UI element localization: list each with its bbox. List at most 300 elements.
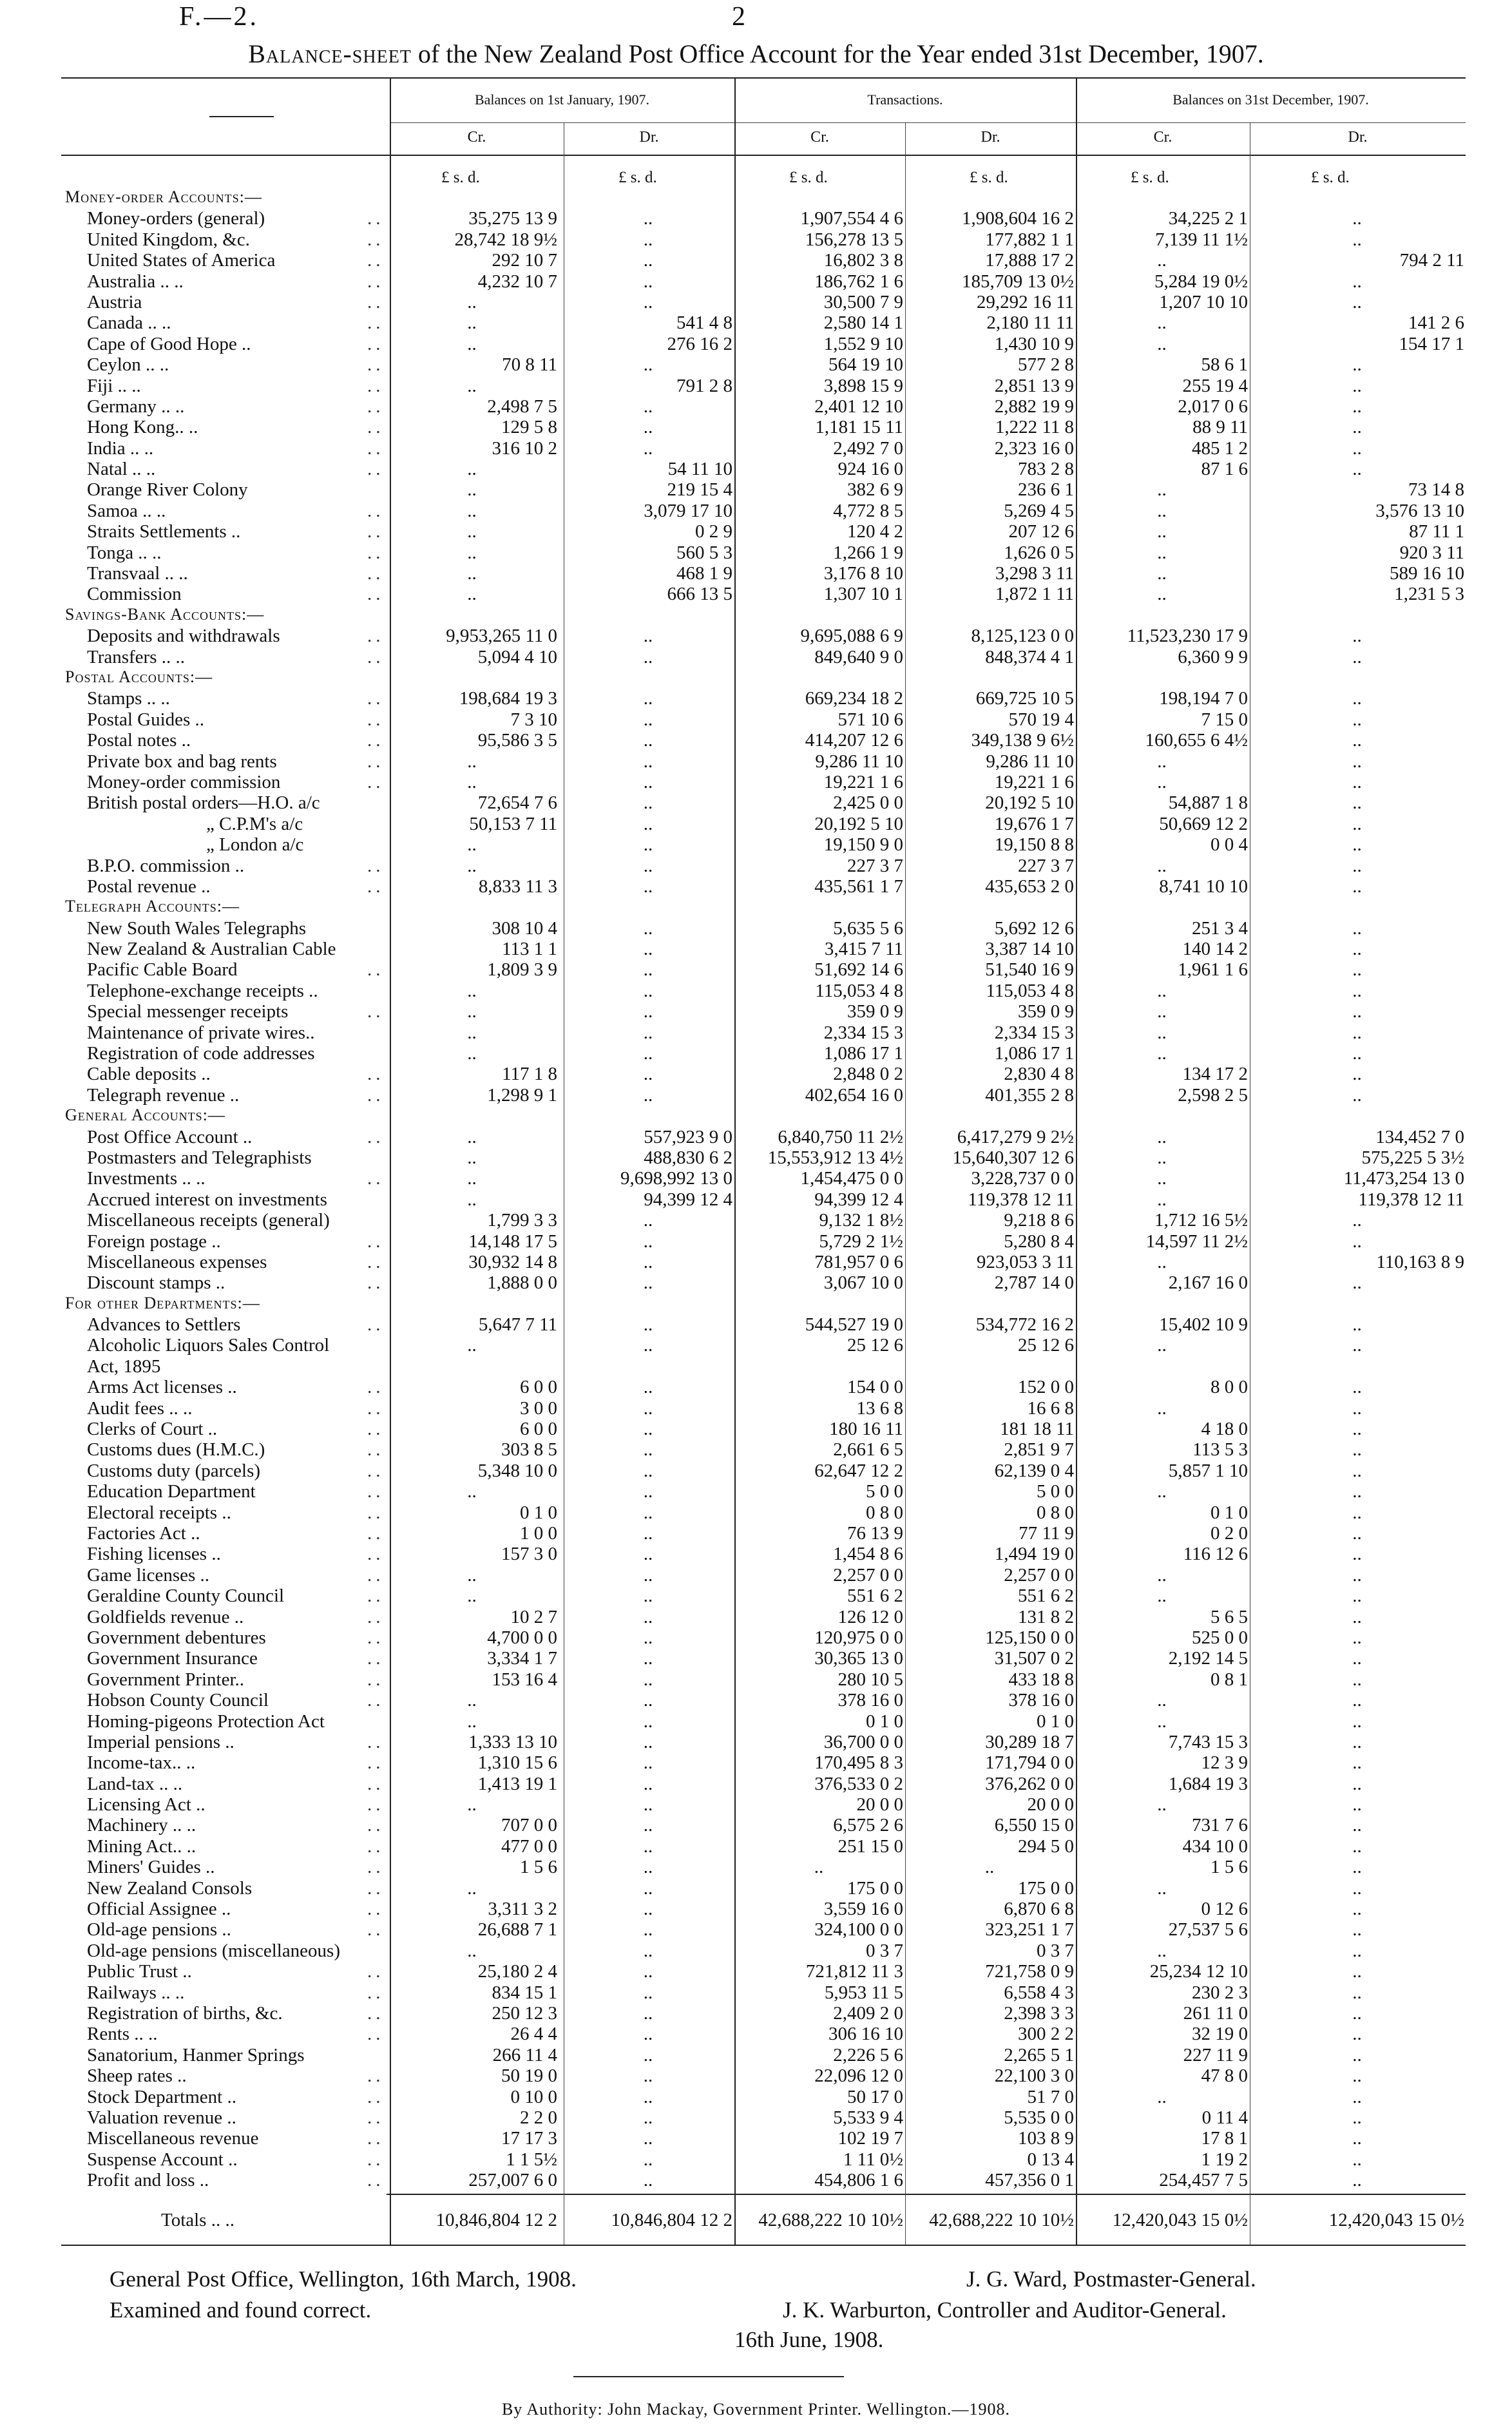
cell-c6: ..	[1352, 1084, 1362, 1106]
cell-c1: 3,334 1 7	[487, 1648, 557, 1669]
cell-c3: 6,840,750 11 2½	[778, 1126, 903, 1147]
cell-c1: 4,232 10 7	[477, 271, 557, 292]
cell-c3: 2,661 6 5	[833, 1439, 903, 1461]
row-label: Old-age pensions (miscellaneous)	[87, 1940, 341, 1961]
leader-dots: ..	[367, 751, 385, 772]
cell-c6: ..	[1352, 2024, 1362, 2045]
cell-c5: ..	[1157, 1690, 1167, 1711]
cell-c1: 292 10 7	[492, 250, 557, 271]
cell-c5: 0 12 6	[1201, 1899, 1248, 1920]
cell-c4: 2,257 0 0	[1004, 1564, 1074, 1586]
sub-cr-2: Cr.	[810, 129, 829, 146]
section-heading: Money-order Accounts:—	[65, 187, 262, 206]
leader-dots: ..	[367, 1899, 385, 1920]
cell-c5: ..	[1157, 1877, 1167, 1899]
cell-c6: ..	[1352, 1439, 1362, 1461]
cell-c1: 72,654 7 6	[477, 792, 557, 814]
cell-c2: ..	[643, 396, 653, 417]
table-row	[61, 2024, 1466, 2044]
cell-c5: 251 3 4	[1192, 917, 1248, 939]
cell-c3: 19,150 9 0	[823, 834, 903, 856]
cell-c4: 577 2 8	[1018, 354, 1074, 376]
cell-c1: 153 16 4	[492, 1669, 557, 1690]
cell-c6: ..	[1352, 1564, 1362, 1586]
cell-c1: ..	[467, 479, 477, 501]
cell-c1: 0 10 0	[510, 2086, 557, 2107]
row-label: Transvaal .. ..	[87, 563, 188, 584]
dash-rule	[209, 116, 274, 117]
cell-c6: ..	[1352, 646, 1362, 667]
cell-c4: 9,286 11 10	[986, 751, 1074, 772]
signatory-auditor: J. K. Warburton, Controller and Auditor-General.	[783, 2297, 1227, 2323]
cell-c1: ..	[467, 563, 477, 584]
totals-c6: 12,420,043 15 0½	[1328, 2210, 1464, 2230]
cell-c4: 175 0 0	[1018, 1877, 1074, 1899]
cell-c4: 2,323 16 0	[994, 437, 1074, 459]
cell-c6: 134,452 7 0	[1375, 1126, 1464, 1147]
cell-c1: ..	[467, 333, 477, 354]
cell-c1: 0 1 0	[520, 1502, 557, 1523]
cell-c5: ..	[1157, 751, 1167, 772]
cell-c4: 0 13 4	[1027, 2149, 1074, 2170]
row-label: Canada .. ..	[87, 312, 171, 334]
cell-c2: ..	[643, 1314, 653, 1336]
row-label: Transfers .. ..	[87, 646, 185, 667]
cell-c6: ..	[1352, 730, 1362, 751]
table-row	[61, 1356, 1466, 1377]
table-row	[61, 1335, 1466, 1356]
cell-c2: ..	[643, 646, 653, 667]
row-label: Fiji .. ..	[87, 375, 141, 396]
section-heading: Postal Accounts:—	[65, 667, 213, 686]
cell-c1: ..	[467, 855, 477, 876]
cell-c1: 30,932 14 8	[468, 1251, 557, 1272]
cell-c6: 589 16 10	[1390, 563, 1464, 584]
cell-c2: ..	[643, 1502, 653, 1523]
cell-c6: ..	[1352, 2044, 1362, 2065]
cell-c6: ..	[1352, 1794, 1362, 1816]
table-body	[61, 187, 1466, 2191]
cell-c3: 9,286 11 10	[815, 751, 903, 772]
leader-dots: ..	[367, 1460, 385, 1481]
cell-c2: ..	[643, 1982, 653, 2003]
leader-dots: ..	[367, 1544, 385, 1565]
cell-c5: 1,684 19 3	[1168, 1773, 1248, 1794]
cell-c1: ..	[467, 1335, 477, 1356]
cell-c4: 5,269 4 5	[1004, 500, 1074, 521]
row-label: Ceylon .. ..	[87, 354, 169, 376]
cell-c2: ..	[643, 1460, 653, 1481]
cell-c2: ..	[643, 626, 653, 647]
cell-c3: 2,580 14 1	[823, 312, 903, 334]
cell-c1: 70 8 11	[502, 354, 557, 376]
table-row	[61, 1189, 1466, 1210]
cell-c4: 1,494 19 0	[994, 1544, 1074, 1565]
cell-c1: 1,310 15 6	[477, 1752, 557, 1774]
cell-c5: ..	[1157, 1147, 1167, 1168]
imprint-rule	[573, 2376, 844, 2377]
row-label: Clerks of Court ..	[87, 1419, 218, 1440]
cell-c4: 5,280 8 4	[1004, 1231, 1074, 1252]
cell-c5: 88 9 11	[1192, 417, 1248, 438]
cell-c6: ..	[1352, 1481, 1362, 1502]
cell-c2: ..	[643, 1523, 653, 1544]
cell-c6: ..	[1352, 1523, 1362, 1544]
totals-label: Totals .. ..	[161, 2210, 234, 2230]
leader-dots: ..	[367, 500, 385, 521]
cell-c1: ..	[467, 291, 477, 312]
cell-c4: 3,387 14 10	[985, 939, 1074, 960]
leader-dots: ..	[367, 2170, 385, 2191]
cell-c5: 58 6 1	[1201, 354, 1248, 376]
cell-c6: 73 14 8	[1408, 479, 1464, 501]
row-label: British postal orders—H.O. a/c	[87, 792, 320, 814]
cell-c6: 575,225 5 3½	[1361, 1147, 1464, 1168]
sub-cr-3: Cr.	[1153, 129, 1172, 146]
table-row	[61, 312, 1466, 333]
cell-c5: ..	[1157, 250, 1167, 271]
cell-c4: 5,692 12 6	[994, 917, 1074, 939]
cell-c1: 113 1 1	[502, 939, 557, 960]
cell-c3: 280 10 5	[837, 1669, 903, 1690]
cell-c6: ..	[1352, 813, 1362, 834]
cell-c5: 230 2 3	[1192, 1982, 1248, 2003]
cell-c4: 2,851 13 9	[994, 375, 1074, 396]
cell-c3: 781,957 0 6	[814, 1251, 903, 1272]
table-row	[61, 1627, 1466, 1648]
cell-c1: ..	[467, 1147, 477, 1168]
cell-c6: ..	[1352, 1648, 1362, 1669]
row-label: Homing-pigeons Protection Act	[87, 1711, 325, 1732]
cell-c6: ..	[1352, 208, 1362, 229]
cell-c6: ..	[1352, 396, 1362, 417]
cell-c5: 2,192 14 5	[1168, 1648, 1248, 1669]
cell-c4: 2,851 9 7	[1004, 1439, 1074, 1461]
leader-dots: ..	[367, 1690, 385, 1711]
cell-c6: ..	[1352, 2002, 1362, 2024]
cell-c2: ..	[643, 1899, 653, 1920]
cell-c5: ..	[1157, 1794, 1167, 1816]
row-label: Miscellaneous expenses	[87, 1251, 267, 1272]
cell-c3: 849,640 9 0	[814, 646, 903, 667]
cell-c2: ..	[643, 1648, 653, 1669]
totals-c1: 10,846,804 12 2	[435, 2210, 557, 2230]
cell-c4: 131 8 2	[1018, 1606, 1074, 1627]
row-label: Registration of births, &c.	[87, 2002, 283, 2024]
row-label: United States of America	[87, 250, 276, 271]
cell-c4: 6,558 4 3	[1004, 1982, 1074, 2003]
cell-c5: 6,360 9 9	[1178, 646, 1248, 667]
cell-c4: 5 0 0	[1037, 1481, 1074, 1502]
cell-c3: 50 17 0	[847, 2086, 903, 2107]
cell-c3: 402,654 16 0	[805, 1084, 903, 1106]
cell-c3: 36,700 0 0	[823, 1731, 903, 1752]
table-row	[61, 1022, 1466, 1043]
cell-c2: ..	[643, 2065, 653, 2087]
cell-c4: 236 6 1	[1018, 479, 1074, 501]
table-row	[61, 250, 1466, 271]
cell-c3: 15,553,912 13 4½	[767, 1147, 903, 1168]
cell-c6: ..	[1352, 2065, 1362, 2087]
cell-c3: 0 3 7	[866, 1940, 903, 1961]
cell-c6: ..	[1352, 1419, 1362, 1440]
row-label: Audit fees .. ..	[87, 1397, 193, 1419]
cell-c1: ..	[467, 521, 477, 542]
cell-c5: ..	[1157, 855, 1167, 876]
cell-c5: ..	[1157, 563, 1167, 584]
cell-c4: 207 12 6	[1008, 521, 1074, 542]
cell-c1: ..	[467, 1877, 477, 1899]
cell-c2: ..	[643, 730, 653, 751]
table-row	[61, 814, 1466, 834]
cell-c1: 1,298 9 1	[487, 1084, 557, 1106]
leader-dots: ..	[367, 646, 385, 667]
cell-c1: 14,148 17 5	[468, 1231, 557, 1252]
table-row	[61, 271, 1466, 292]
cell-c4: 721,758 0 9	[985, 1961, 1074, 1982]
cell-c4: 9,218 8 6	[1004, 1210, 1074, 1231]
leader-dots: ..	[367, 1001, 385, 1022]
leader-dots: ..	[367, 2107, 385, 2128]
leader-dots: ..	[367, 1231, 385, 1252]
row-label: Commission	[87, 584, 182, 605]
cell-c2: ..	[643, 1001, 653, 1022]
cell-c1: 6 0 0	[520, 1377, 557, 1398]
cell-c5: 5,284 19 0½	[1154, 271, 1248, 292]
cell-c4: 2,180 11 11	[986, 312, 1074, 334]
leader-dots: ..	[367, 2002, 385, 2024]
cell-c5: 0 0 4	[1211, 834, 1248, 856]
cell-c5: ..	[1157, 1481, 1167, 1502]
leader-dots: ..	[367, 2149, 385, 2170]
cell-c5: ..	[1157, 312, 1167, 334]
cell-c3: 2,409 2 0	[833, 2002, 903, 2024]
row-label: Electoral receipts ..	[87, 1502, 231, 1523]
totals-row	[61, 2202, 1466, 2241]
cell-c3: 378 16 0	[837, 1690, 903, 1711]
title-rest: of the New Zealand Post Office Account for the Year ended 31st December, 1907.	[411, 39, 1264, 68]
cell-c5: 140 14 2	[1182, 939, 1248, 960]
cell-c5: ..	[1157, 333, 1167, 354]
leader-dots: ..	[367, 2128, 385, 2149]
cell-c2: ..	[643, 1272, 653, 1294]
cell-c5: ..	[1157, 1251, 1167, 1272]
cell-c1: 1,809 3 9	[487, 959, 557, 981]
cell-c2: ..	[643, 792, 653, 814]
cell-c4: 19,676 1 7	[994, 813, 1074, 834]
cell-c3: 0 1 0	[866, 1711, 903, 1732]
cell-c3: 175 0 0	[847, 1877, 903, 1899]
table-row	[61, 1106, 1466, 1126]
document-title	[0, 39, 1512, 69]
table-row	[61, 1064, 1466, 1084]
cell-c5: 525 0 0	[1192, 1627, 1248, 1648]
cell-c1: ..	[467, 459, 477, 480]
leader-dots: ..	[367, 459, 385, 480]
cell-c3: 1,181 15 11	[815, 417, 903, 438]
cell-c2: ..	[643, 1606, 653, 1627]
cell-c5: 15,402 10 9	[1159, 1314, 1248, 1336]
table-row	[61, 1127, 1466, 1147]
row-label: Income-tax.. ..	[87, 1752, 196, 1774]
cell-c3: 154 0 0	[847, 1377, 903, 1398]
leader-dots: ..	[367, 1815, 385, 1836]
row-label: Postal Guides ..	[87, 709, 205, 730]
sub-dr-1: Dr.	[639, 129, 659, 146]
table-row	[61, 1272, 1466, 1293]
table-row	[61, 479, 1466, 500]
table-row	[61, 1502, 1466, 1523]
cell-c3: 1,086 17 1	[823, 1043, 903, 1064]
cell-c5: ..	[1157, 1168, 1167, 1189]
table-row	[61, 1252, 1466, 1272]
row-label: Miners' Guides ..	[87, 1857, 215, 1878]
cell-c6: 920 3 11	[1399, 542, 1464, 563]
row-label: Postal revenue ..	[87, 876, 211, 897]
table-row	[61, 772, 1466, 792]
cell-c2: ..	[643, 2149, 653, 2170]
cell-c6: ..	[1352, 1752, 1362, 1774]
cell-c2: ..	[643, 980, 653, 1001]
cell-c5: 27,537 5 6	[1168, 1919, 1248, 1940]
leader-dots: ..	[367, 1523, 385, 1544]
cell-c5: ..	[1157, 1335, 1167, 1356]
document-reference: F.—2.	[179, 2, 259, 32]
cell-c5: ..	[1157, 542, 1167, 563]
cell-c6: ..	[1352, 1773, 1362, 1794]
cell-c3: 30,365 13 0	[814, 1648, 903, 1669]
cell-c1: ..	[467, 1126, 477, 1147]
cell-c5: 198,194 7 0	[1159, 688, 1248, 709]
sub-cr-1: Cr.	[467, 129, 486, 146]
cell-c1: 5,348 10 0	[477, 1460, 557, 1481]
row-label: Natal .. ..	[87, 459, 156, 480]
cell-c4: 457,356 0 1	[985, 2170, 1074, 2191]
cell-c1: 2 2 0	[520, 2107, 557, 2128]
cell-c2: ..	[643, 1544, 653, 1565]
cell-c5: ..	[1157, 584, 1167, 605]
cell-c2: ..	[643, 1794, 653, 1816]
leader-dots: ..	[367, 1669, 385, 1690]
table-row	[61, 229, 1466, 250]
cell-c2: ..	[643, 1397, 653, 1419]
leader-dots: ..	[367, 375, 385, 396]
cell-c3: 2,848 0 2	[833, 1064, 903, 1085]
table-row	[61, 959, 1466, 980]
cell-c2: ..	[643, 771, 653, 792]
cell-c6: ..	[1352, 375, 1362, 396]
cell-c2: ..	[643, 1711, 653, 1732]
leader-dots: ..	[367, 1397, 385, 1419]
cell-c6: ..	[1352, 1731, 1362, 1752]
cell-c2: ..	[643, 271, 653, 292]
leader-dots: ..	[367, 354, 385, 376]
cell-c5: ..	[1157, 1586, 1167, 1607]
cell-c5: ..	[1157, 1043, 1167, 1064]
cell-c1: ..	[467, 834, 477, 856]
cell-c5: 1 19 2	[1201, 2149, 1248, 2170]
cell-c5: 2,017 0 6	[1178, 396, 1248, 417]
cell-c4: 2,398 3 3	[1004, 2002, 1074, 2024]
leader-dots: ..	[367, 1627, 385, 1648]
cell-c1: 1 5 6	[520, 1857, 557, 1878]
cell-c1: 257,007 6 0	[468, 2170, 557, 2191]
cell-c6: ..	[1352, 1064, 1362, 1085]
cell-c4: 177,882 1 1	[985, 229, 1074, 250]
cell-c3: 3,898 15 9	[823, 375, 903, 396]
row-label: Money-orders (general)	[87, 208, 265, 229]
cell-c6: ..	[1352, 939, 1362, 960]
leader-dots: ..	[367, 730, 385, 751]
cell-c4: 551 6 2	[1018, 1586, 1074, 1607]
cell-c3: 324,100 0 0	[814, 1919, 903, 1940]
cell-c3: 571 10 6	[837, 709, 903, 730]
cell-c6: ..	[1352, 417, 1362, 438]
cell-c5: 0 11 4	[1201, 2107, 1248, 2128]
cell-c1: 129 5 8	[501, 417, 557, 438]
row-label: Post Office Account ..	[87, 1126, 253, 1147]
cell-c5: 1,207 10 10	[1159, 291, 1248, 312]
cell-c3: 120 4 2	[847, 521, 903, 542]
cell-c3: 3,176 8 10	[823, 563, 903, 584]
cell-c6: ..	[1352, 1272, 1362, 1294]
table-row	[61, 1523, 1466, 1544]
leader-dots: ..	[367, 1648, 385, 1669]
table-row	[61, 2065, 1466, 2086]
cell-c3: 9,132 1 8½	[819, 1210, 903, 1231]
cell-c4: 378 16 0	[1008, 1690, 1074, 1711]
cell-c6: ..	[1352, 2107, 1362, 2128]
cell-c5: 255 19 4	[1182, 375, 1248, 396]
cell-c6: ..	[1352, 980, 1362, 1001]
cell-c1: ..	[467, 1564, 477, 1586]
cell-c2: ..	[643, 2024, 653, 2045]
cell-c3: 94,399 12 4	[814, 1189, 903, 1210]
row-label: Game licenses ..	[87, 1564, 210, 1586]
cell-c2: ..	[643, 1940, 653, 1961]
cell-c5: 34,225 2 1	[1168, 208, 1248, 229]
cell-c6: 11,473,254 13 0	[1343, 1168, 1464, 1189]
cell-c5: 8 0 0	[1211, 1377, 1248, 1398]
cell-c5: 5 6 5	[1211, 1606, 1248, 1627]
cell-c1: ..	[467, 1043, 477, 1064]
table-row	[61, 1565, 1466, 1586]
table-row	[61, 856, 1466, 876]
leader-dots: ..	[367, 1586, 385, 1607]
table-row	[61, 1774, 1466, 1794]
cell-c3: 3,067 10 0	[823, 1272, 903, 1294]
cell-c1: 3,311 3 2	[488, 1899, 557, 1920]
row-label: Telephone-exchange receipts ..	[87, 980, 318, 1001]
table-row	[61, 1085, 1466, 1106]
leader-dots: ..	[367, 584, 385, 605]
group-head-3: Balances on 31st December, 1907.	[1172, 91, 1369, 108]
leader-dots: ..	[367, 855, 385, 876]
cell-c4: 29,292 16 11	[976, 291, 1074, 312]
leader-dots: ..	[367, 521, 385, 542]
table-row	[61, 438, 1466, 459]
table-row	[61, 1711, 1466, 1732]
cell-c1: 25,180 2 4	[477, 1961, 557, 1982]
cell-c5: ..	[1157, 1940, 1167, 1961]
cell-c6: ..	[1352, 1544, 1362, 1565]
cell-c5: 87 1 6	[1201, 459, 1248, 480]
cell-c3: 414,207 12 6	[805, 730, 903, 751]
cell-c3: 5,953 11 5	[824, 1982, 903, 2003]
leader-dots: ..	[367, 1835, 385, 1857]
cell-c2: 276 16 2	[667, 333, 732, 354]
leader-dots: ..	[367, 688, 385, 709]
